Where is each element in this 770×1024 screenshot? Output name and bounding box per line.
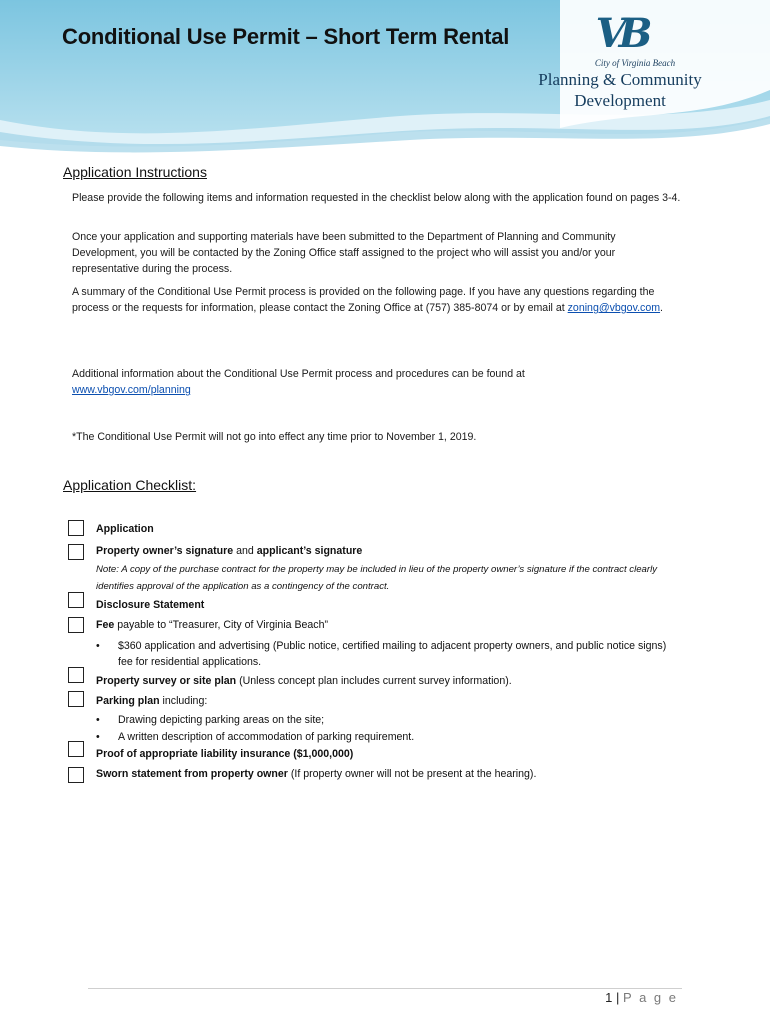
insurance-label: Proof of appropriate liability insurance ($1,000,000) — [96, 748, 354, 760]
p4-text: Additional information about the Conditional Use Permit process and procedures can be found at — [72, 368, 525, 380]
parking-including: including: — [159, 695, 208, 707]
disclosure-label: Disclosure Statement — [96, 599, 205, 611]
sworn-note: (If property owner will not be present at the hearing). — [287, 768, 537, 780]
logo-dept-line1: Planning & Community — [538, 70, 702, 89]
bullet-icon: • — [96, 731, 100, 743]
fee-payable-text: payable to “Treasurer, City of Virginia Beach” — [114, 619, 329, 631]
signature-applicant-label: applicant’s signature — [256, 545, 363, 557]
parking-bullet-2-text: A written description of accommodation of parking requirement. — [118, 731, 415, 743]
fee-bullet-text: $360 application and advertising (Public notice, certified mailing to adjacent property owners, and public notice signs) fee for residential applications. — [118, 640, 667, 668]
fee-label: Fee — [96, 619, 115, 631]
footer-divider — [88, 988, 682, 989]
instructions-heading: Application Instructions — [63, 164, 207, 180]
sworn-label: Sworn statement from property owner — [96, 768, 288, 780]
checkbox-parking[interactable] — [68, 691, 84, 707]
parking-label: Parking plan — [96, 695, 160, 707]
p3-text: A summary of the Conditional Use Permit process is provided on the following page. If you have any questions regarding the process or the requests for information, please contact the Zoning Office at (757) 385-8074 or by email at — [72, 286, 655, 314]
instructions-paragraph-2: Once your application and supporting materials have been submitted to the Department of Planning and Community Development, you will be contacted by the Zoning Office staff assigned to the project who will assist you and/or your representative during the process. — [72, 231, 616, 275]
checkbox-sworn-statement[interactable] — [68, 767, 84, 783]
checkbox-application[interactable] — [68, 520, 84, 536]
application-label: Application — [96, 523, 154, 535]
checklist-heading: Application Checklist: — [63, 477, 197, 493]
page-word: P a g e — [623, 990, 678, 1005]
checkbox-fee[interactable] — [68, 617, 84, 633]
footer-separator: | — [616, 990, 620, 1005]
instructions-paragraph-3 — [72, 284, 682, 316]
page-footer — [605, 990, 678, 1005]
logo-dept-line2: Development — [574, 91, 666, 110]
parking-bullet-1-text: Drawing depicting parking areas on the site; — [118, 714, 325, 726]
checkbox-signature[interactable] — [68, 544, 84, 560]
instructions-paragraph-4 — [72, 366, 682, 398]
instructions-paragraph-1: Please provide the following items and information requested in the checklist below along with the application found on pages 3-4. — [72, 192, 681, 204]
signature-and: and — [233, 545, 257, 557]
effective-date-note: *The Conditional Use Permit will not go into effect any time prior to November 1, 2019. — [72, 431, 477, 443]
checkbox-insurance[interactable] — [68, 741, 84, 757]
survey-note: (Unless concept plan includes current survey information). — [236, 675, 512, 687]
signature-note: Note: A copy of the purchase contract for the property may be included in lieu of the property owner’s signature if the contract clearly identifies approval of the application as a contingency of the contract. — [96, 564, 657, 592]
survey-label: Property survey or site plan — [96, 675, 237, 687]
vb-logo-mark: VB — [595, 10, 645, 57]
bullet-icon: • — [96, 640, 100, 652]
checkbox-disclosure[interactable] — [68, 592, 84, 608]
page-title: Conditional Use Permit – Short Term Rental — [62, 24, 510, 49]
checkbox-survey[interactable] — [68, 667, 84, 683]
zoning-email-link[interactable]: zoning@vbgov.com — [567, 302, 661, 314]
page-number: 1 — [605, 990, 613, 1005]
p3-end: . — [660, 302, 663, 314]
logo-city-name: City of Virginia Beach — [594, 58, 676, 68]
planning-website-link[interactable]: www.vbgov.com/planning — [72, 384, 191, 396]
bullet-icon: • — [96, 714, 100, 726]
signature-owner-label: Property owner’s signature — [96, 545, 234, 557]
city-logo — [520, 10, 720, 110]
